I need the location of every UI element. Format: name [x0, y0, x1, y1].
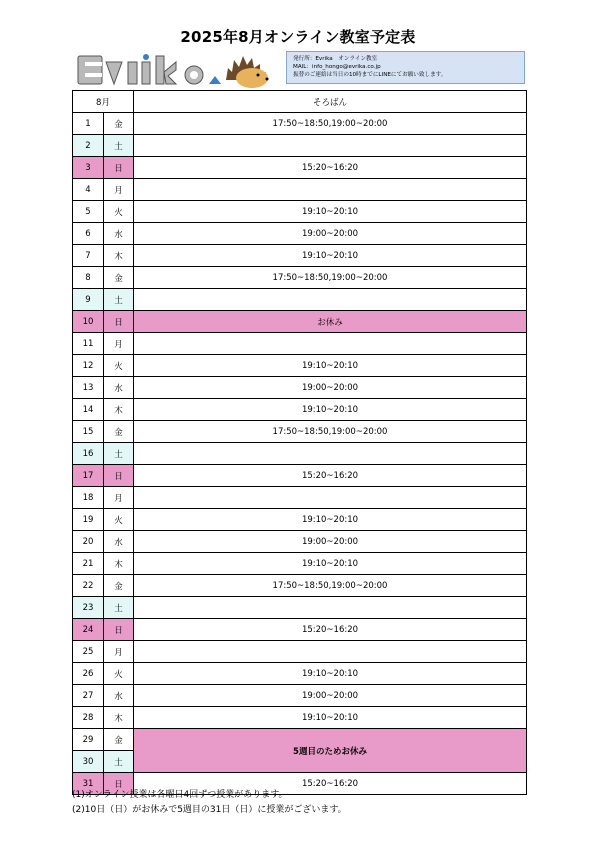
day-cell: 30	[73, 751, 104, 773]
table-row	[73, 267, 527, 289]
weekday-cell: 木	[104, 245, 134, 267]
day-cell: 6	[73, 223, 104, 245]
table-row	[73, 245, 527, 267]
schedule-cell: 17:50~18:50,19:00~20:00	[134, 113, 527, 135]
table-row	[73, 663, 527, 685]
day-cell: 26	[73, 663, 104, 685]
weekday-cell: 水	[104, 223, 134, 245]
schedule-cell: 19:10~20:10	[134, 707, 527, 729]
schedule-cell: 19:10~20:10	[134, 509, 527, 531]
day-cell: 2	[73, 135, 104, 157]
notes	[72, 788, 347, 818]
weekday-cell: 月	[104, 333, 134, 355]
schedule-cell: 19:10~20:10	[134, 553, 527, 575]
table-row	[73, 201, 527, 223]
day-cell: 3	[73, 157, 104, 179]
schedule-cell: お休み	[134, 311, 527, 333]
day-cell: 17	[73, 465, 104, 487]
weekday-cell: 火	[104, 663, 134, 685]
schedule-cell	[134, 487, 527, 509]
table-row	[73, 685, 527, 707]
day-cell: 7	[73, 245, 104, 267]
table-row	[73, 487, 527, 509]
table-row	[73, 597, 527, 619]
table-row	[73, 509, 527, 531]
day-cell: 29	[73, 729, 104, 751]
table-row	[73, 641, 527, 663]
weekday-cell: 月	[104, 641, 134, 663]
schedule-cell: 15:20~16:20	[134, 157, 527, 179]
schedule-cell: 19:00~20:00	[134, 531, 527, 553]
note-item: (2)10日（日）がお休みで5週目の31日（日）に授業がございます。	[72, 805, 347, 815]
info-publisher: 発行所：Evrika オンライン教室	[293, 56, 378, 62]
schedule-cell	[134, 333, 527, 355]
table-row	[73, 179, 527, 201]
evrika-logo	[76, 50, 286, 90]
info-email: MAIL：info_hongo@evrika.co.jp	[293, 64, 381, 70]
day-cell: 21	[73, 553, 104, 575]
table-row	[73, 113, 527, 135]
day-cell: 14	[73, 399, 104, 421]
weekday-cell: 日	[104, 619, 134, 641]
weekday-cell: 木	[104, 399, 134, 421]
day-cell: 9	[73, 289, 104, 311]
schedule-cell: 19:10~20:10	[134, 399, 527, 421]
weekday-cell: 金	[104, 267, 134, 289]
table-header-row	[73, 91, 527, 113]
day-cell: 13	[73, 377, 104, 399]
month-header: 8月	[73, 91, 134, 113]
weekday-cell: 土	[104, 751, 134, 773]
day-cell: 16	[73, 443, 104, 465]
table-row	[73, 707, 527, 729]
day-cell: 27	[73, 685, 104, 707]
weekday-cell: 水	[104, 531, 134, 553]
weekday-cell: 金	[104, 421, 134, 443]
table-row	[73, 135, 527, 157]
table-row	[73, 333, 527, 355]
table-row	[73, 223, 527, 245]
weekday-cell: 月	[104, 179, 134, 201]
hedgehog-icon	[226, 56, 269, 88]
weekday-cell: 木	[104, 707, 134, 729]
weekday-cell: 日	[104, 311, 134, 333]
day-cell: 19	[73, 509, 104, 531]
table-row	[73, 729, 527, 751]
schedule-cell: 19:00~20:00	[134, 223, 527, 245]
day-cell: 12	[73, 355, 104, 377]
table-row	[73, 355, 527, 377]
schedule-cell: 15:20~16:20	[134, 619, 527, 641]
day-cell: 25	[73, 641, 104, 663]
table-row	[73, 553, 527, 575]
day-cell: 24	[73, 619, 104, 641]
weekday-cell: 日	[104, 157, 134, 179]
schedule-cell	[134, 179, 527, 201]
weekday-cell: 月	[104, 487, 134, 509]
day-cell: 15	[73, 421, 104, 443]
schedule-cell: 17:50~18:50,19:00~20:00	[134, 421, 527, 443]
table-row	[73, 399, 527, 421]
weekday-cell: 金	[104, 729, 134, 751]
day-cell: 4	[73, 179, 104, 201]
table-row	[73, 311, 527, 333]
schedule-cell: 17:50~18:50,19:00~20:00	[134, 267, 527, 289]
weekday-cell: 日	[104, 465, 134, 487]
schedule-cell: 15:20~16:20	[134, 773, 527, 795]
weekday-cell: 金	[104, 575, 134, 597]
schedule-cell: 19:10~20:10	[134, 201, 527, 223]
day-cell: 28	[73, 707, 104, 729]
day-cell: 11	[73, 333, 104, 355]
day-cell: 22	[73, 575, 104, 597]
weekday-cell: 土	[104, 443, 134, 465]
weekday-cell: 土	[104, 597, 134, 619]
schedule-cell: 19:00~20:00	[134, 377, 527, 399]
weekday-cell: 水	[104, 685, 134, 707]
weekday-cell: 火	[104, 355, 134, 377]
weekday-cell: 木	[104, 553, 134, 575]
schedule-cell: 17:50~18:50,19:00~20:00	[134, 575, 527, 597]
weekday-cell: 金	[104, 113, 134, 135]
weekday-cell: 土	[104, 289, 134, 311]
weekday-cell: 火	[104, 509, 134, 531]
weekday-cell: 土	[104, 135, 134, 157]
schedule-cell: 5週目のためお休み	[134, 729, 527, 773]
table-row	[73, 157, 527, 179]
info-notice: 振替のご連絡は当日の10時までにLINEにてお願い致します。	[293, 72, 447, 78]
table-row	[73, 421, 527, 443]
schedule-cell: 19:10~20:10	[134, 355, 527, 377]
table-row	[73, 531, 527, 553]
schedule-cell: 19:10~20:10	[134, 663, 527, 685]
day-cell: 1	[73, 113, 104, 135]
schedule-cell	[134, 443, 527, 465]
day-cell: 8	[73, 267, 104, 289]
table-row	[73, 619, 527, 641]
table-row	[73, 443, 527, 465]
table-row	[73, 289, 527, 311]
day-cell: 10	[73, 311, 104, 333]
note-item: (1)オンライン授業は各曜日4回ずつ授業があります。	[72, 790, 288, 800]
schedule-cell	[134, 597, 527, 619]
weekday-cell: 水	[104, 377, 134, 399]
schedule-cell: 19:00~20:00	[134, 685, 527, 707]
page-title: 2025年8月オンライン教室予定表	[180, 28, 416, 46]
table-row	[73, 575, 527, 597]
day-cell: 5	[73, 201, 104, 223]
schedule-cell: 15:20~16:20	[134, 465, 527, 487]
info-box	[286, 51, 525, 84]
day-cell: 23	[73, 597, 104, 619]
weekday-cell: 火	[104, 201, 134, 223]
table-row	[73, 377, 527, 399]
day-cell: 18	[73, 487, 104, 509]
schedule-cell	[134, 289, 527, 311]
day-cell: 20	[73, 531, 104, 553]
schedule-cell	[134, 641, 527, 663]
schedule-cell	[134, 135, 527, 157]
schedule-cell: 19:10~20:10	[134, 245, 527, 267]
subject-header: そろばん	[134, 91, 527, 113]
schedule-table	[72, 90, 527, 795]
table-row	[73, 465, 527, 487]
day-cell: 31	[73, 773, 104, 795]
weekday-cell: 日	[104, 773, 134, 795]
